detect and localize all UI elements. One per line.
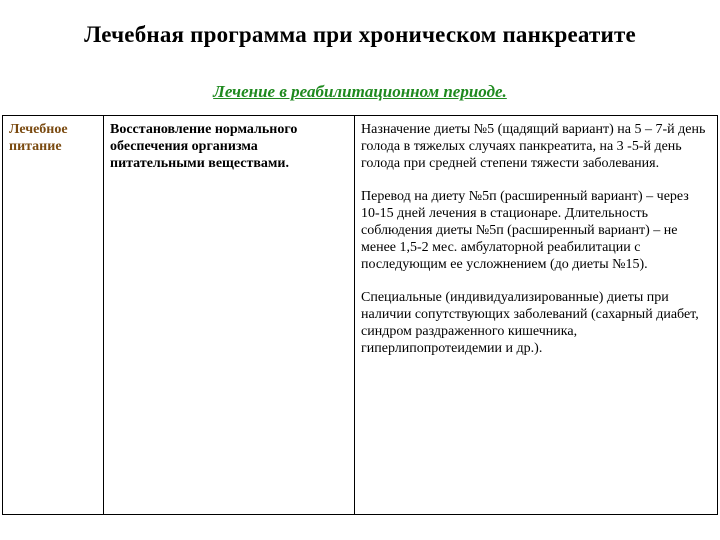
category-label: Лечебное питание <box>9 122 68 154</box>
treatment-table <box>2 115 718 515</box>
goal-text: Восстановление нормального обеспечения организма питательными веществами. <box>110 122 298 171</box>
table-row <box>3 116 718 515</box>
details-paragraph-diet5: Назначение диеты №5 (щадящий вариант) на 5 – 7-й день голода в тяжелых случаях панкреатита, на 3 -5-й день голода при средней степени тяжести заболевания. <box>361 122 706 171</box>
section-subtitle: Лечение в реабилитационном периоде. <box>213 82 507 101</box>
page-title: Лечебная программа при хроническом панкреатите <box>84 22 636 47</box>
treatment-table-container <box>2 115 718 515</box>
details-paragraph-special-diets: Специальные (индивидуализированные) диеты при наличии сопутствующих заболеваний (сахарный диабет, синдром раздраженного кишечника, гиперлипопротеидемии и др.). <box>361 290 699 356</box>
details-cell <box>355 116 718 515</box>
goal-cell <box>104 116 355 515</box>
details-paragraph-diet5p: Перевод на диету №5п (расширенный вариант) – через 10-15 дней лечения в стационаре. Длительность соблюдения диеты №5п (расширенный вариант) – не менее 1,5-2 мес. амбулаторной реабилитации с последующим ее усложнением (до диеты №15). <box>361 189 689 272</box>
category-cell <box>3 116 104 515</box>
